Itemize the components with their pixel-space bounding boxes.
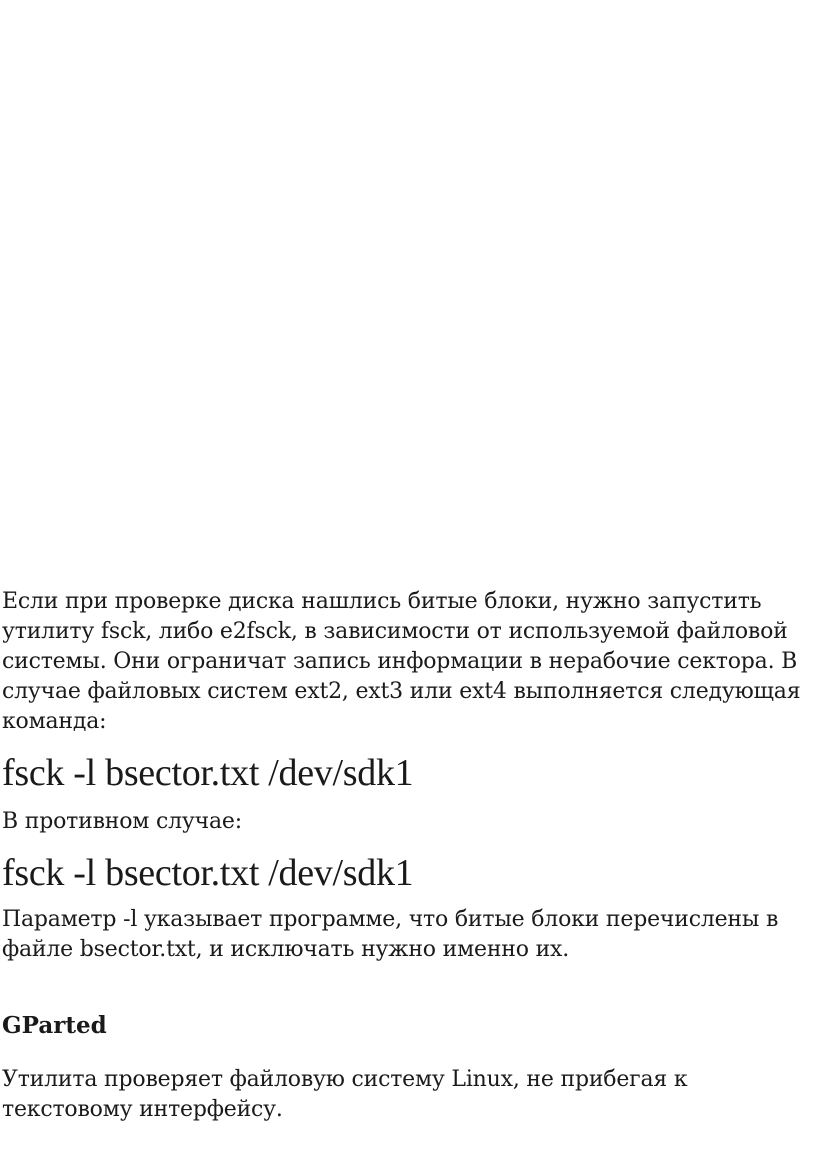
document-content	[2, 587, 802, 1125]
gparted-paragraph: Утилита проверяет файловую систему Linux, не прибегая к текстовому интерфейсу.	[2, 1067, 688, 1122]
parameter-paragraph: Параметр -l указывает программе, что битые блоки перечислены в файле bsector.txt, и исключать нужно именно их.	[2, 907, 779, 962]
alternative-paragraph: В противном случае:	[2, 809, 242, 834]
command-line-2: fsck -l bsector.txt /dev/sdk1	[2, 852, 414, 894]
command-line-1: fsck -l bsector.txt /dev/sdk1	[2, 752, 414, 794]
intro-paragraph: Если при проверке диска нашлись битые блоки, нужно запустить утилиту fsck, либо e2fsck, в зависимости от используемой файловой системы. Они ограничат запись информации в нерабочие сектора. В случае файловых систем ext2, ext3 или ext4 выполняется следующая команда:	[2, 589, 801, 734]
section-heading: GParted	[2, 1012, 107, 1039]
